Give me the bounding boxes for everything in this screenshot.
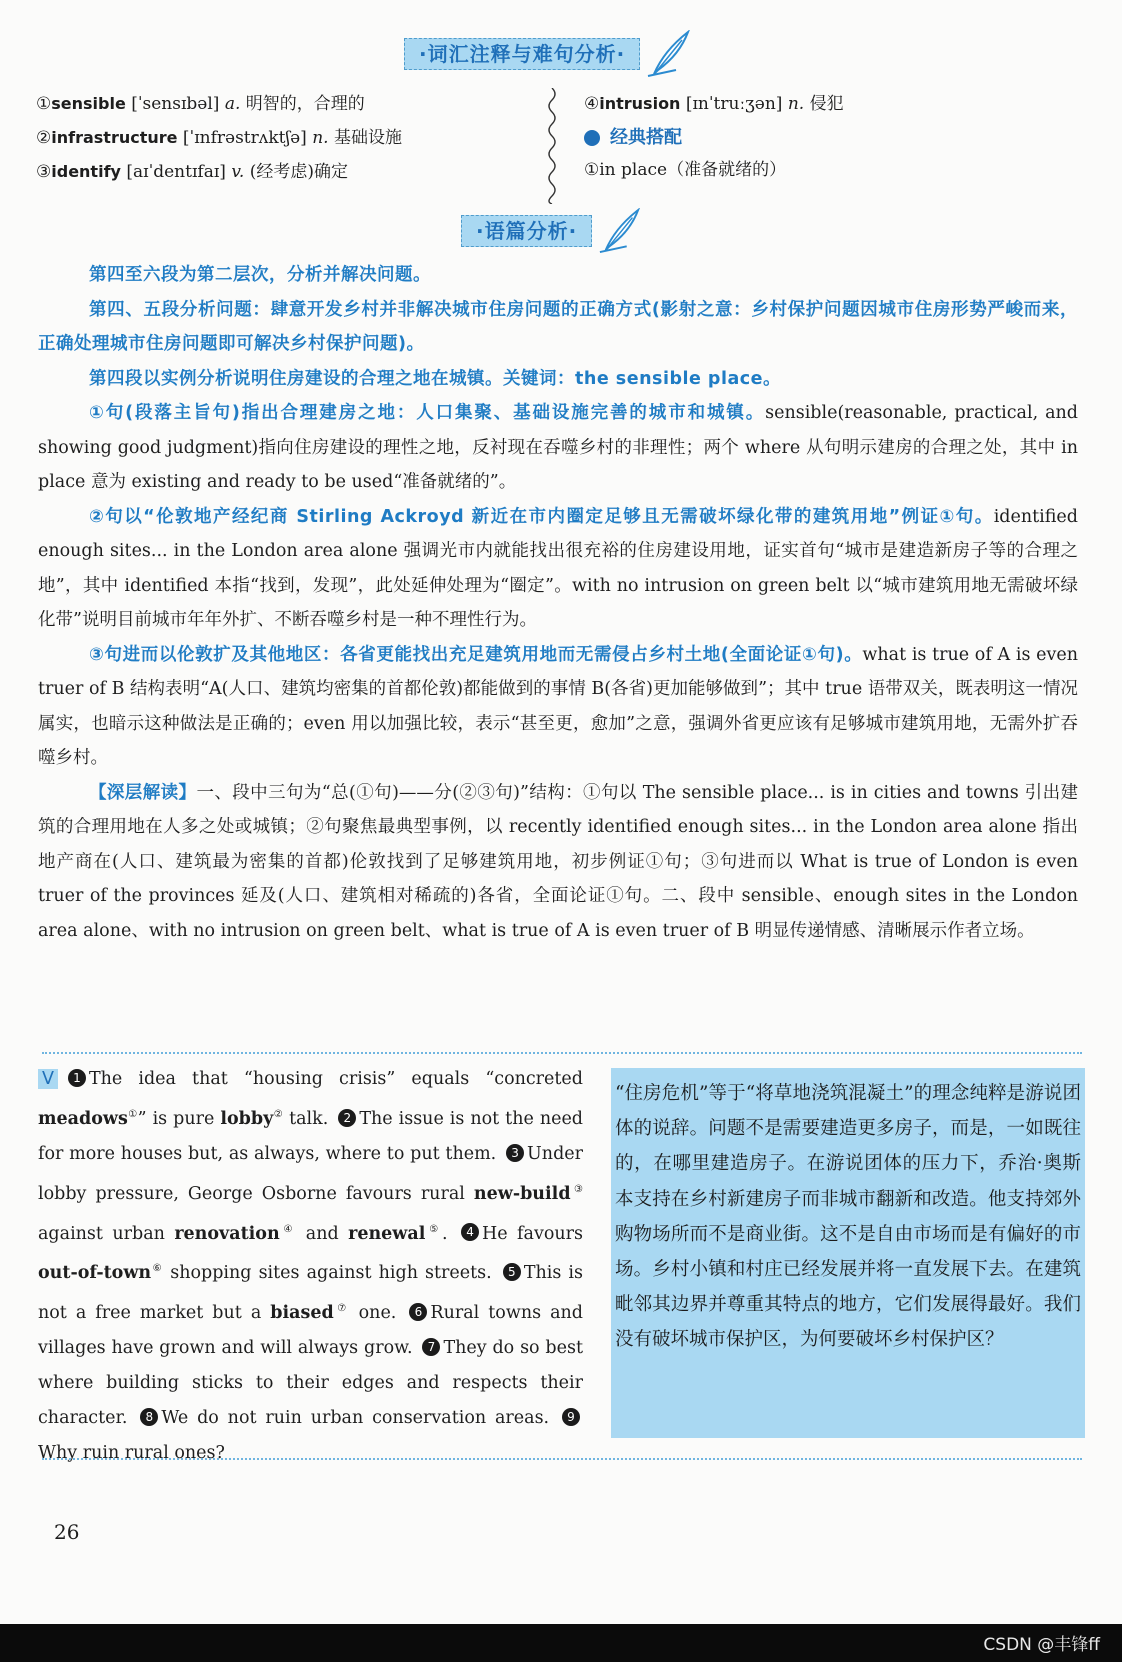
sentence-number: 4 [461, 1223, 479, 1241]
sentence-number: 7 [422, 1338, 440, 1356]
sentence-number: 8 [140, 1408, 158, 1426]
sentence-number: 9 [562, 1408, 580, 1426]
analysis-paragraph: 第四、五段分析问题：肆意开发乡村并非解决城市住房问题的正确方式(影射之意：乡村保护问题因城市住房形势严峻而来，正确处理城市住房问题即可解决乡村保护问题)。 [38, 299, 1078, 354]
vocab-list-left [36, 87, 536, 189]
vocab-item: ②infrastructure [ˈɪnfrəstrʌktʃə] n. 基础设施 [36, 128, 402, 148]
vocab-item: ①sensible [ˈsensɪbəl] a. 明智的，合理的 [36, 94, 365, 114]
page-number: 26 [54, 1520, 80, 1544]
sentence-number: 6 [409, 1303, 427, 1321]
analysis-paragraph: ②句以“伦敦地产经纪商 Stirling Ackroyd 新近在市内圈定足够且无需破坏绿化带的建筑用地”例证①句。identified enough sites... in the London area alone 强调光市内就能找出很充裕的住房建设用地，证实首句“城市是建造新房子等的合理之地”，其中 identified 本指“找到，发现”，此处延伸处理为“圈定”。with no intrusion on green belt 以“城市建筑用地无需破坏绿化带”说明目前城市年年外扩、不断吞噬乡村是一种不理性行为。 [38, 506, 1078, 630]
dotted-separator [42, 1458, 1082, 1460]
collocation-heading: 经典搭配 [584, 121, 1044, 154]
collocation-item: ①in place（准备就绪的） [584, 160, 787, 180]
dotted-separator [42, 1052, 1082, 1054]
vocab-item: ③identify [aɪˈdentɪfaɪ] v. (经考虑)确定 [36, 162, 348, 182]
discourse-banner [461, 215, 642, 247]
vocab-item: ④intrusion [ɪnˈtruːʒən] n. 侵犯 [584, 94, 844, 114]
vocab-list-right [584, 87, 1044, 187]
vocab-banner-title: ·词汇注释与难句分析· [404, 38, 640, 70]
quill-pen-icon [646, 30, 692, 78]
bottom-bar [0, 1624, 1122, 1662]
analysis-paragraph: 第四至六段为第二层次，分析并解决问题。 [89, 265, 431, 285]
deep-interpretation: 【深层解读】一、段中三句为“总(①句)——分(②③句)”结构：①句以 The sensible place... is in cities and towns 引出建筑的合理用地在人多之处或城镇；②句聚焦最典型事例，以 recently identified enough sites... in the London area alone 指出地产商在(人口、建筑最为密集的首都)伦敦找到了足够建筑用地，初步例证①句；③句进而以 What is true of London is even truer of the provinces 延及(人口、建筑相对稀疏的)各省，全面论证①句。二、段中 sensible、enough sites in the London area alone、with no intrusion on green belt、what is true of A is even truer of B 明显传递情感、清晰展示作者立场。 [38, 782, 1078, 941]
sentence-number: 1 [68, 1069, 86, 1087]
bullet-dot-icon [584, 130, 600, 146]
watermark: CSDN @丰锋ff [983, 1635, 1100, 1655]
discourse-analysis [38, 258, 1078, 948]
analysis-paragraph: ③句进而以伦敦扩及其他地区：各省更能找出充足建筑用地而无需侵占乡村土地(全面论证①句)。what is true of A is even truer of B 结构表明“A(人口、建筑均密集的首都伦敦)都能做到的事情 B(各省)更加能够做到”；其中 true 语带双关，既表明这一情况属实，也暗示这种做法是正确的；even 用以加强比较，表示“甚至更，愈加”之意，强调外省更应该有足够城市建筑用地，无需外扩吞噬乡村。 [38, 644, 1078, 768]
translation-box: “住房危机”等于“将草地浇筑混凝土”的理念纯粹是游说团体的说辞。问题不是需要建造更多房子，而是，一如既往的，在哪里建造房子。在游说团体的压力下，乔治·奥斯本支持在乡村新建房子而非城市翻新和改造。他支持郊外购物场所而不是商业街。这不是自由市场而是有偏好的市场。乡村小镇和村庄已经发展并将一直发展下去。在建筑毗邻其边界并尊重其特点的地方，它们发展得最好。我们没有破坏城市保护区，为何要破坏乡村保护区？ [611, 1068, 1085, 1438]
sentence-number: 5 [503, 1263, 521, 1281]
discourse-banner-title: ·语篇分析· [461, 215, 592, 247]
wavy-divider [545, 88, 559, 204]
sentence-number: 3 [506, 1144, 524, 1162]
analysis-paragraph: ①句(段落主旨句)指出合理建房之地：人口集聚、基础设施完善的城市和城镇。sensible(reasonable, practical, and showing good judgment)指向住房建设的理性之地，反衬现在吞噬乡村的非理性；两个 where 从句明示建房的合理之处，其中 in place 意为 existing and ready to be used“准备就绪的”。 [38, 403, 1078, 492]
analysis-paragraph: 第四段以实例分析说明住房建设的合理之地在城镇。关键词：the sensible place。 [89, 368, 782, 389]
quill-pen-icon [598, 208, 642, 254]
reading-passage: V 1 The idea that “housing crisis” equals “concreted meadows①” is pure lobby② talk. 2 The issue is not the need for more houses but, as always, where to put them. 3 Under lobby pressure, George Osborne favours rural new-build③ against urban renovation④ and renewal⑤. 4 He favours out-of-town⑥ shopping sites against high streets. 5 This is not a free market but a biased⑦ one. 6 Rural towns and villages have grown and will always grow. 7 They do so best where building sticks to their edges and respects their character. 8 We do not ruin urban conservation areas. 9Why ruin rural ones? [38, 1069, 584, 1464]
sentence-number: 2 [338, 1109, 356, 1127]
vocab-banner [404, 38, 692, 70]
paragraph-label: V [38, 1069, 58, 1089]
